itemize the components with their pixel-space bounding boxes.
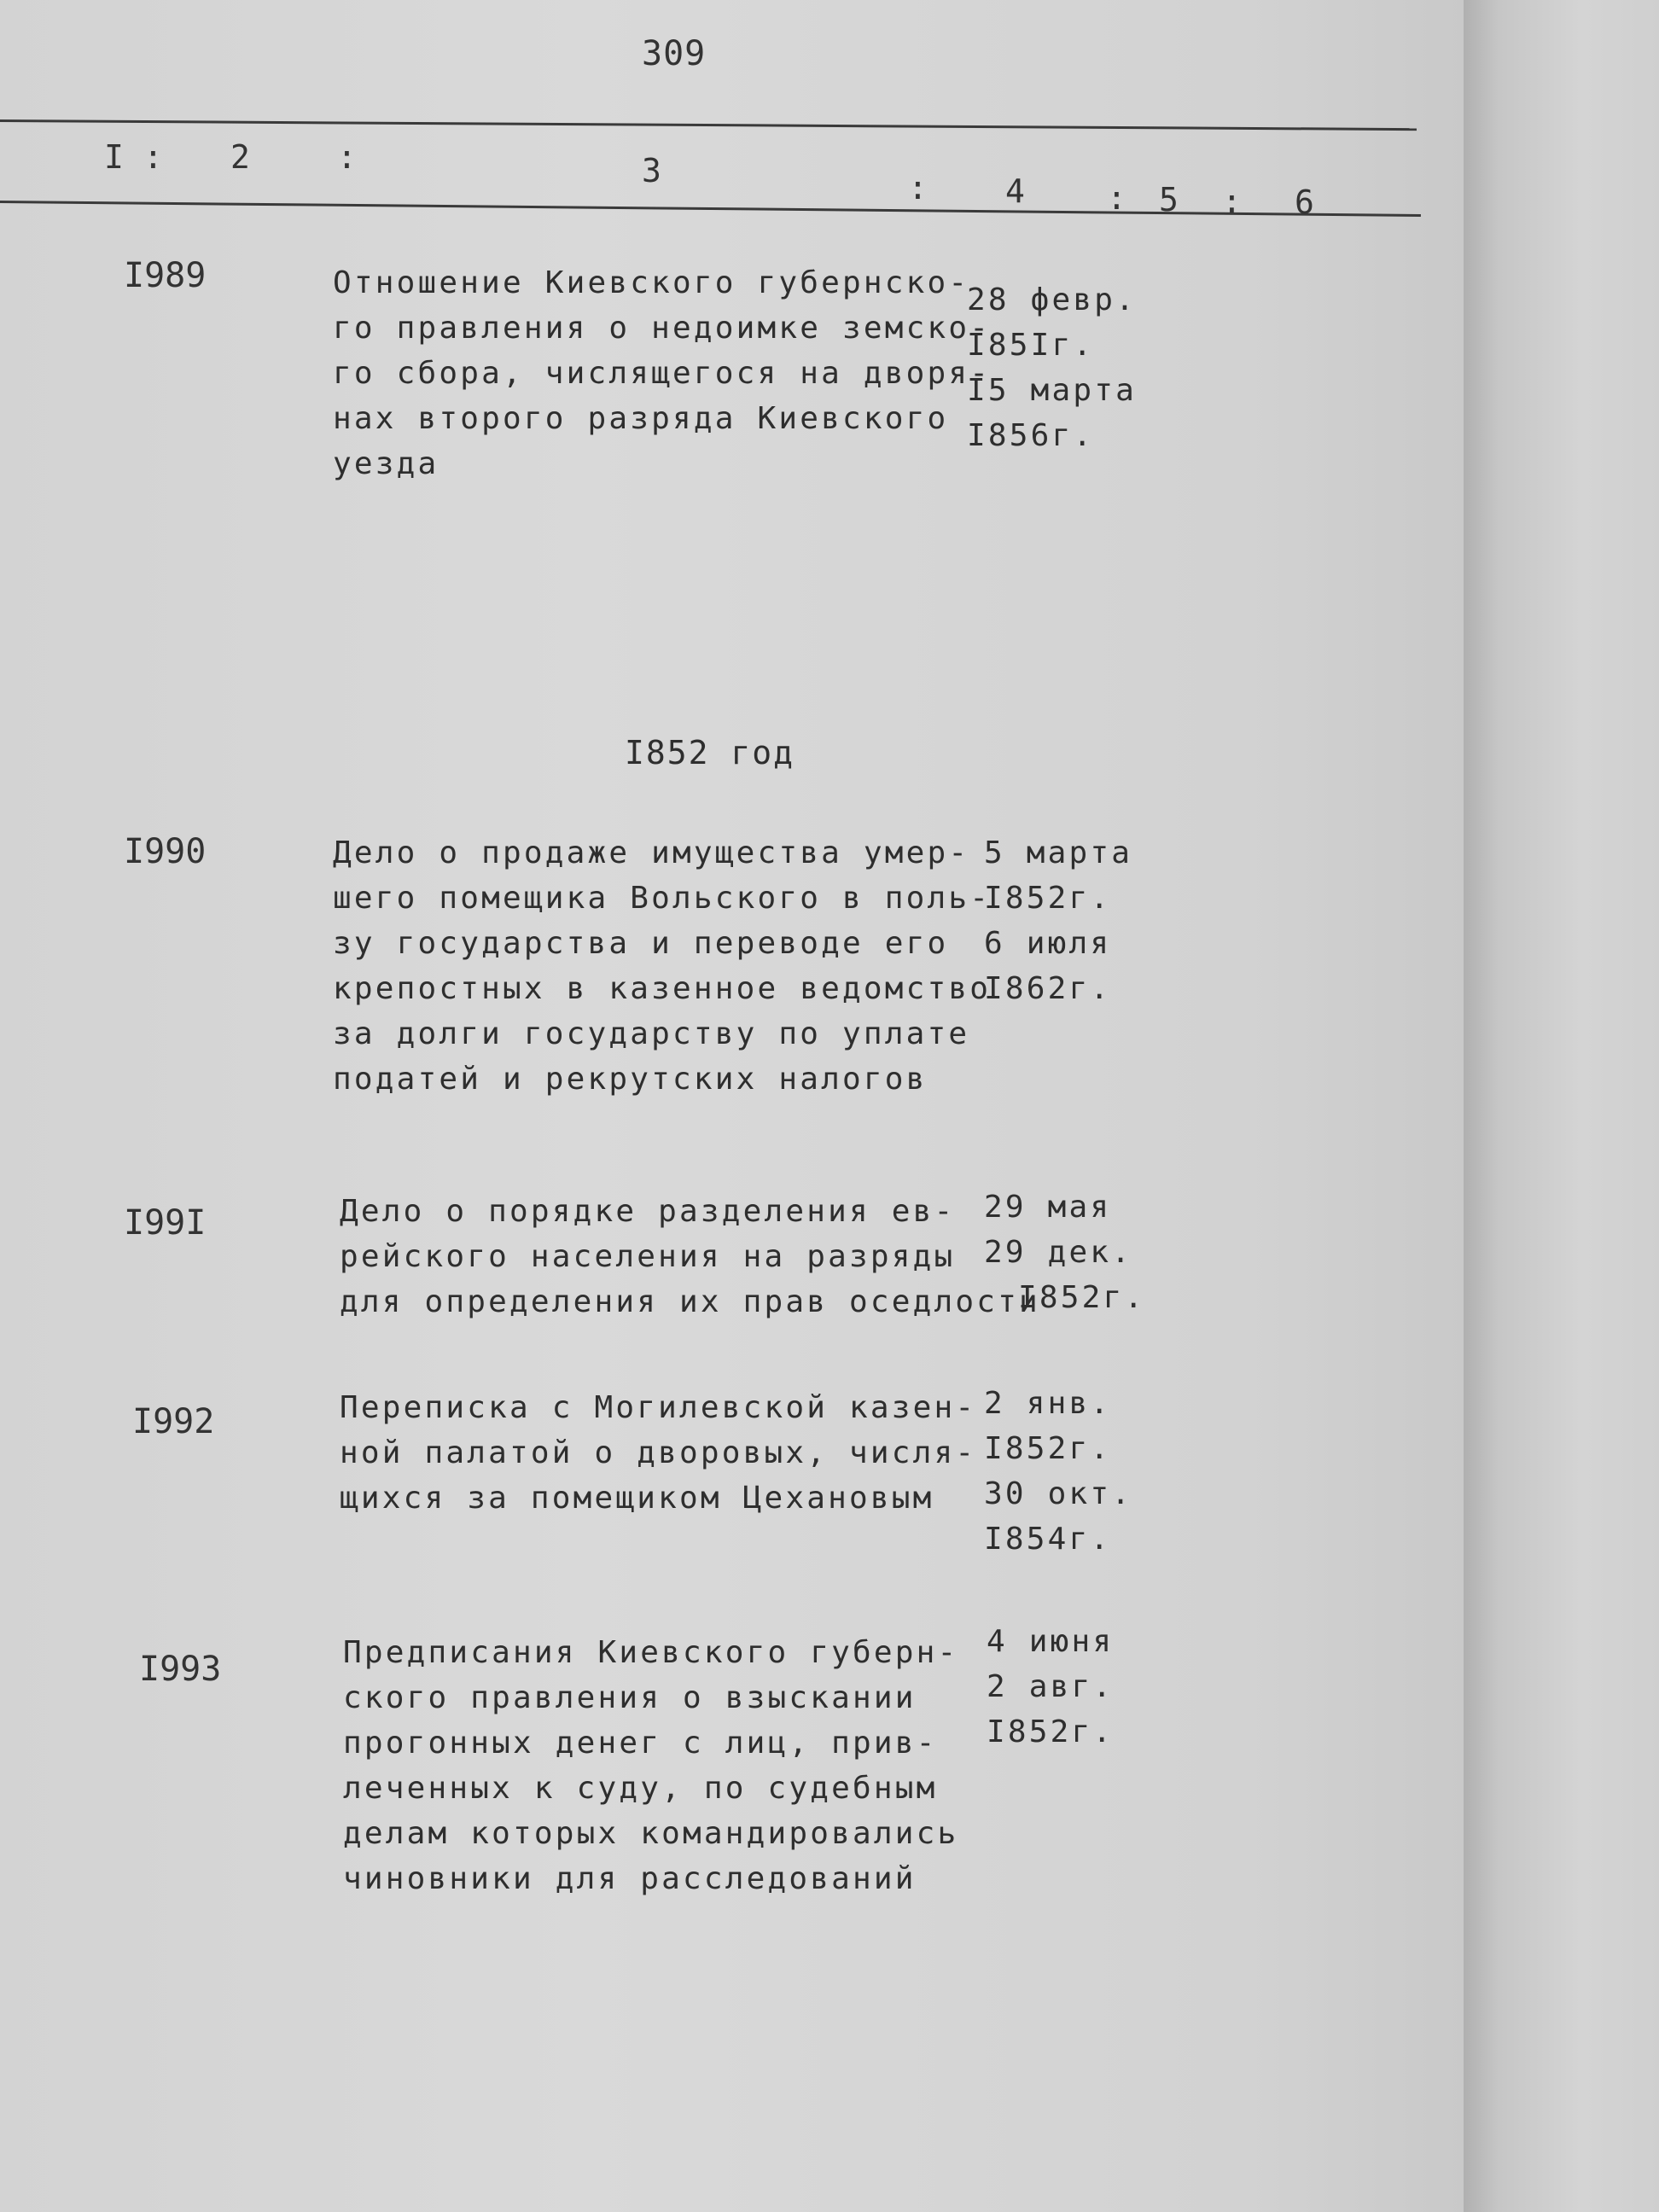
entry-description-line: шего помещика Вольского в поль- xyxy=(333,881,992,916)
column-header-3: 3 xyxy=(642,152,661,189)
entry-date: 2 авг. xyxy=(987,1669,1115,1704)
entry-date: 5 марта xyxy=(984,835,1133,870)
column-separator: : xyxy=(337,138,357,176)
entry-description-line: податей и рекрутских налогов xyxy=(333,1062,928,1097)
entry-description-line: крепостных в казенное ведомство xyxy=(333,971,992,1006)
entry-date: 29 мая xyxy=(984,1190,1112,1225)
entry-description-line: зу государства и переводе его xyxy=(333,926,949,961)
header-top-rule xyxy=(0,119,1417,131)
entry-dates xyxy=(984,1381,1132,1562)
entry-description-line: го сбора, числящегося на дворя- xyxy=(333,356,992,391)
entry-description-line: прогонных денег с лиц, прив- xyxy=(343,1726,938,1761)
adjacent-page-edge xyxy=(1464,0,1659,2212)
entry-description-line: уезда xyxy=(333,446,439,481)
column-header-4: 4 xyxy=(1005,172,1025,210)
column-header-2: 2 xyxy=(230,138,250,176)
entry-description-line: Дело о продаже имущества умер- xyxy=(333,835,970,870)
column-separator: : xyxy=(143,138,163,176)
entry-date: I862г. xyxy=(984,971,1112,1006)
entry-date: I85Iг. xyxy=(967,328,1095,363)
entry-description-line: го правления о недоимке земско- xyxy=(333,311,992,346)
entry-description-line: ского правления о взыскании xyxy=(343,1680,917,1715)
entry-date: 29 дек. xyxy=(984,1235,1133,1270)
entry-date: I852г. xyxy=(1018,1280,1146,1315)
entry-date: 28 февр. xyxy=(967,282,1137,317)
entry-date: 6 июля xyxy=(984,926,1112,961)
entry-description-line: для определения их прав оседлости xyxy=(340,1284,1040,1319)
entry-date: I852г. xyxy=(984,881,1112,916)
column-header-1: I xyxy=(104,138,124,176)
entry-description-line: рейского населения на разряды xyxy=(340,1239,956,1274)
entry-date: 4 июня xyxy=(987,1624,1115,1659)
entry-description-line: щихся за помещиком Цехановым xyxy=(340,1481,934,1516)
entry-description-line: ной палатой о дворовых, числя- xyxy=(340,1435,977,1470)
entry-description-line: чиновники для расследований xyxy=(343,1861,917,1896)
section-heading: I852 год xyxy=(625,734,795,771)
entry-date: I852г. xyxy=(984,1431,1112,1466)
entry-description-line: Дело о порядке разделения ев- xyxy=(340,1194,956,1229)
entry-description xyxy=(340,1385,976,1521)
entry-description-line: Предписания Киевского губерн- xyxy=(343,1635,959,1670)
column-separator: : xyxy=(1222,183,1242,220)
entry-description xyxy=(340,1189,1040,1324)
entry-date: I854г. xyxy=(984,1522,1112,1557)
entry-description-line: леченных к суду, по судебным xyxy=(343,1771,938,1806)
column-separator: : xyxy=(908,169,928,207)
entry-dates xyxy=(967,277,1137,458)
entry-description-line: нах второго разряда Киевского xyxy=(333,401,949,436)
entry-description xyxy=(333,260,991,486)
column-header-6: 6 xyxy=(1295,183,1314,221)
entry-number: I989 xyxy=(124,256,207,295)
entry-date: I852г. xyxy=(987,1714,1115,1749)
entry-description-line: Переписка с Могилевской казен- xyxy=(340,1390,977,1425)
entry-number: I99I xyxy=(124,1203,207,1243)
entry-date: I856г. xyxy=(967,418,1095,453)
column-header-5: 5 xyxy=(1159,181,1179,218)
entry-dates xyxy=(987,1619,1114,1755)
entry-number: I993 xyxy=(139,1650,222,1689)
entry-date: I5 марта xyxy=(967,373,1137,408)
entry-number: I992 xyxy=(132,1402,215,1441)
entry-description xyxy=(343,1630,958,1901)
entry-description-line: за долги государству по уплате xyxy=(333,1016,970,1051)
entry-description xyxy=(333,830,991,1102)
entry-dates xyxy=(984,1185,1145,1320)
column-separator: : xyxy=(1107,179,1126,217)
entry-description-line: Отношение Киевского губернско- xyxy=(333,265,970,300)
entry-date: 2 янв. xyxy=(984,1386,1112,1421)
entry-dates xyxy=(984,830,1132,1011)
entry-date: 30 окт. xyxy=(984,1476,1133,1511)
entry-number: I990 xyxy=(124,832,207,871)
entry-description-line: делам которых командировались xyxy=(343,1816,959,1851)
header-bottom-rule xyxy=(0,201,1421,217)
page-number: 309 xyxy=(642,34,707,73)
